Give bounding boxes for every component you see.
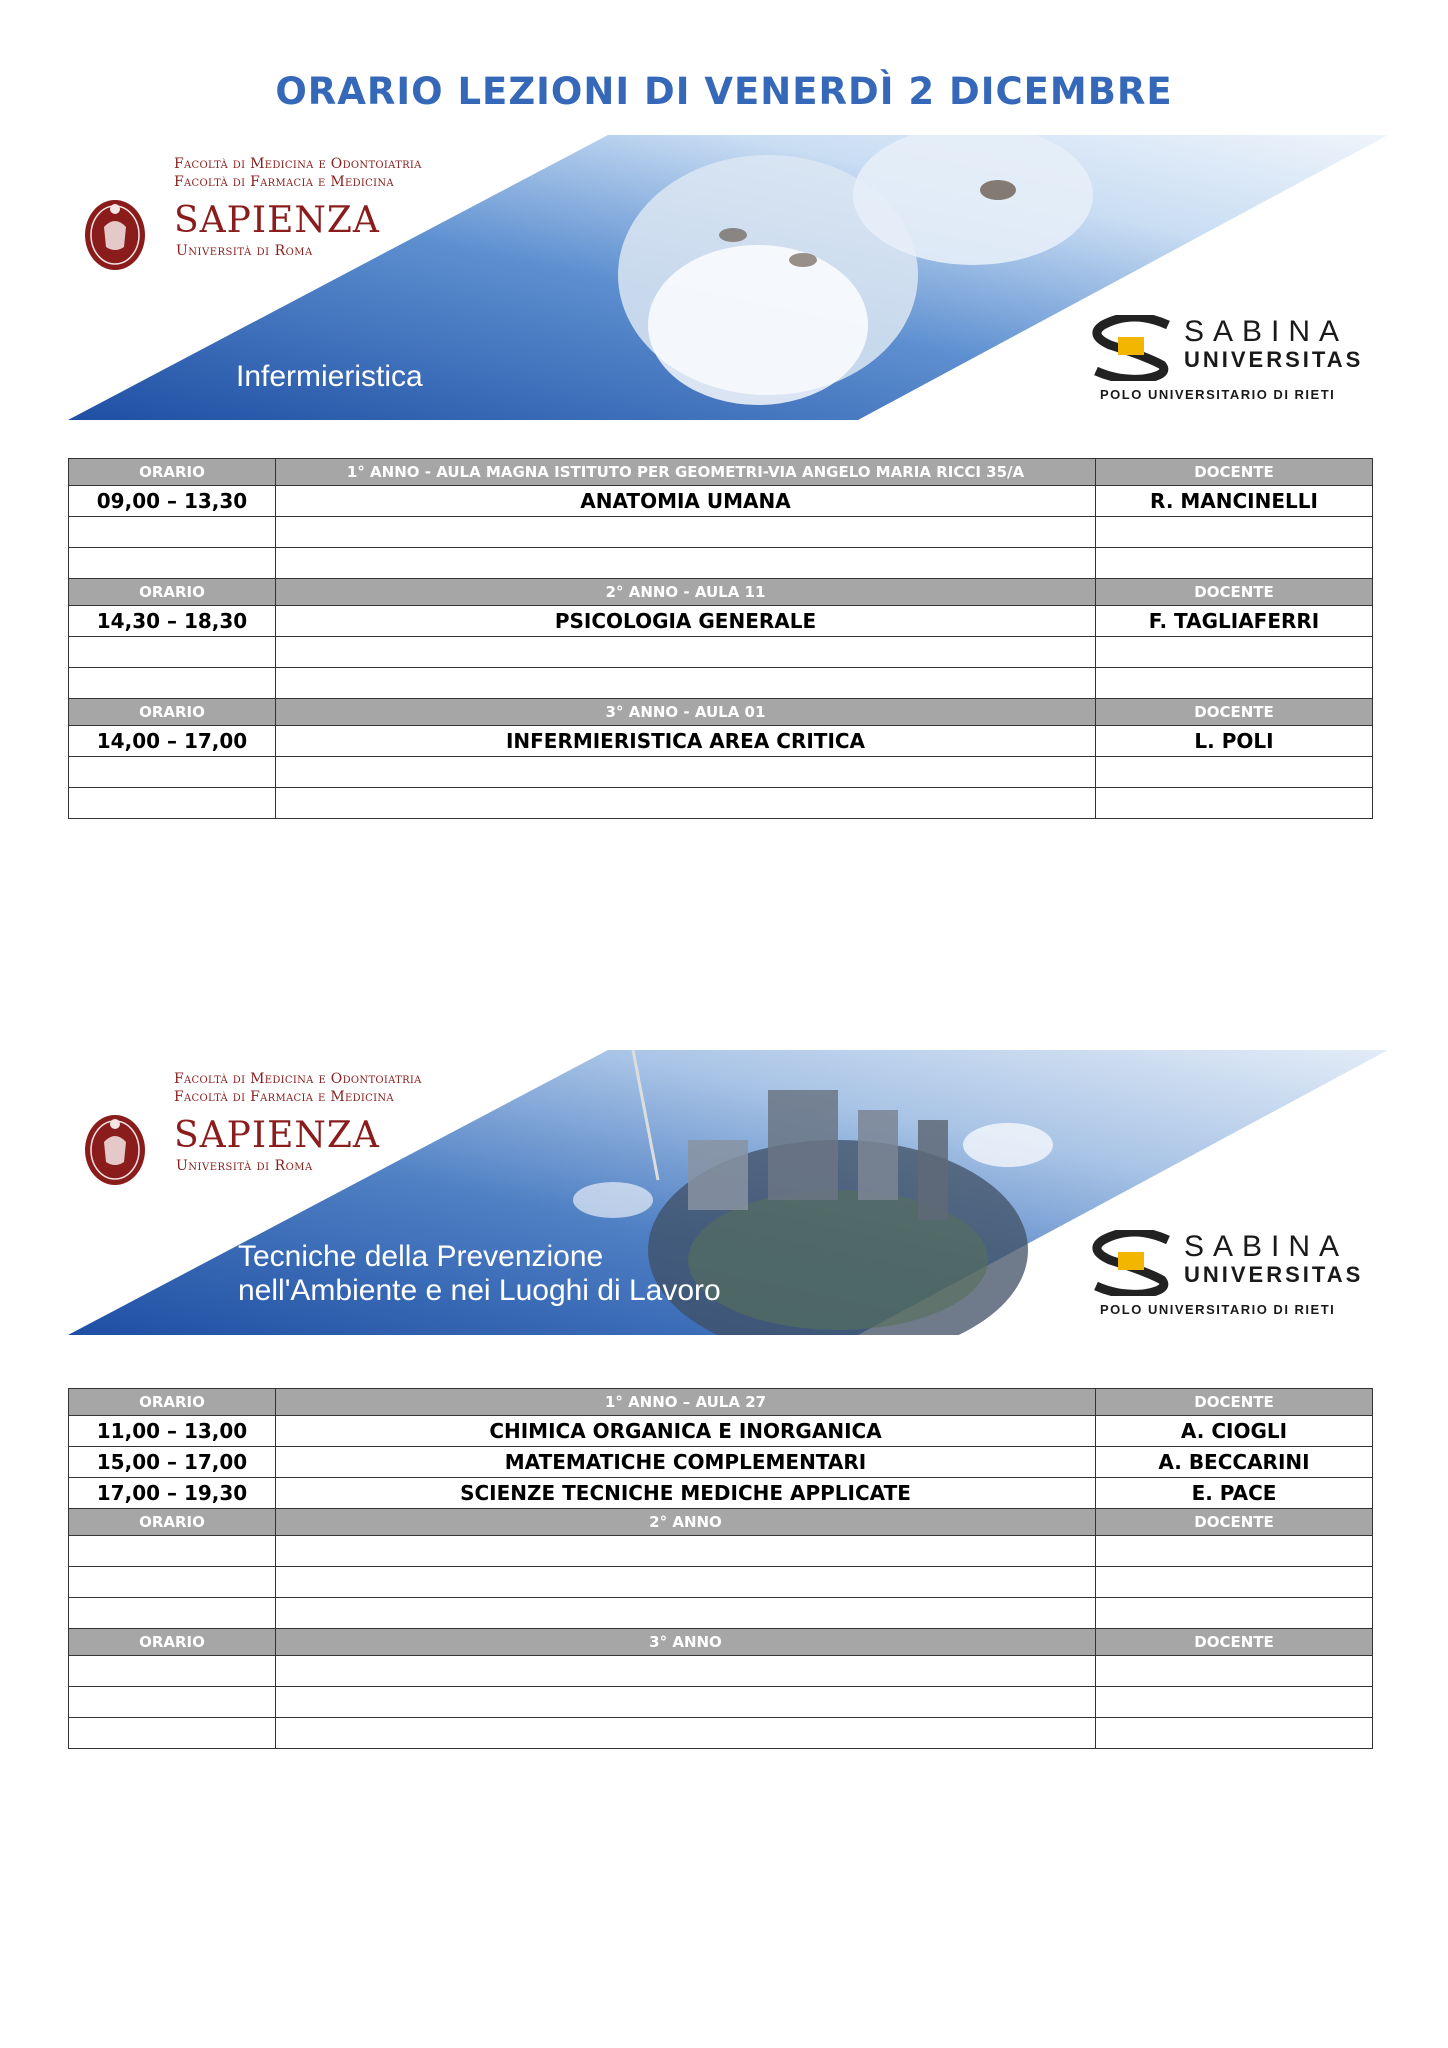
schedule-table-infermieristica [68, 458, 1373, 819]
header-subject: 1° ANNO – AULA 27 [276, 1389, 1096, 1416]
cell-teacher [1096, 1567, 1373, 1598]
sabina-name: SABINA [1184, 1230, 1349, 1263]
cell-teacher: L. POLI [1096, 726, 1373, 757]
cell-time [69, 1598, 276, 1629]
table-header-row [69, 1389, 1373, 1416]
cell-subject [276, 1598, 1096, 1629]
header-teacher: DOCENTE [1096, 459, 1373, 486]
sapienza-seal-icon [84, 1110, 146, 1186]
cell-time [69, 1718, 276, 1749]
header-teacher: DOCENTE [1096, 1389, 1373, 1416]
table-header-row [69, 1509, 1373, 1536]
table-row [69, 1536, 1373, 1567]
header-time: ORARIO [69, 699, 276, 726]
cell-subject [276, 1536, 1096, 1567]
cell-subject [276, 1567, 1096, 1598]
header-subject: 1° ANNO - AULA MAGNA ISTITUTO PER GEOMETRI-VIA ANGELO MARIA RICCI 35/A [276, 459, 1096, 486]
header-teacher: DOCENTE [1096, 1509, 1373, 1536]
polo-rieti-label: POLO UNIVERSITARIO DI RIETI [1100, 1302, 1336, 1317]
sabina-logo-icon [1088, 315, 1178, 381]
cell-time: 14,00 – 17,00 [69, 726, 276, 757]
cell-teacher: A. BECCARINI [1096, 1447, 1373, 1478]
cell-subject [276, 1718, 1096, 1749]
sapienza-seal-icon [84, 195, 146, 271]
cell-time [69, 668, 276, 699]
table-row [69, 757, 1373, 788]
cell-time [69, 1567, 276, 1598]
cell-time [69, 1536, 276, 1567]
cell-subject: PSICOLOGIA GENERALE [276, 606, 1096, 637]
table-row [69, 606, 1373, 637]
cell-teacher [1096, 1656, 1373, 1687]
cell-teacher [1096, 1536, 1373, 1567]
sabina-universitas-logo [1088, 1230, 1388, 1330]
cell-teacher: F. TAGLIAFERRI [1096, 606, 1373, 637]
cell-subject [276, 548, 1096, 579]
cell-subject: INFERMIERISTICA AREA CRITICA [276, 726, 1096, 757]
header-time: ORARIO [69, 459, 276, 486]
cell-subject [276, 1687, 1096, 1718]
table-row [69, 1567, 1373, 1598]
course-name-line-1: Tecniche della Prevenzione [238, 1240, 604, 1273]
faculty-line-2: Facoltà di Farmacia e Medicina [174, 1089, 394, 1105]
university-name: SAPIENZA [174, 1115, 380, 1156]
table-row [69, 486, 1373, 517]
cell-subject [276, 757, 1096, 788]
cell-subject [276, 788, 1096, 819]
cell-time: 15,00 – 17,00 [69, 1447, 276, 1478]
cell-subject [276, 637, 1096, 668]
header-time: ORARIO [69, 1629, 276, 1656]
table-row [69, 1718, 1373, 1749]
universitas-name: UNIVERSITAS [1184, 347, 1364, 372]
cell-teacher [1096, 757, 1373, 788]
cell-time: 11,00 – 13,00 [69, 1416, 276, 1447]
cell-time: 09,00 – 13,30 [69, 486, 276, 517]
table-header-row [69, 579, 1373, 606]
table-row [69, 668, 1373, 699]
header-teacher: DOCENTE [1096, 579, 1373, 606]
cell-time [69, 1656, 276, 1687]
cell-subject [276, 517, 1096, 548]
course-name-line-2: nell'Ambiente e nei Luoghi di Lavoro [238, 1274, 721, 1307]
cell-subject [276, 668, 1096, 699]
cell-time [69, 548, 276, 579]
cell-teacher [1096, 1598, 1373, 1629]
cell-teacher [1096, 1687, 1373, 1718]
table-row [69, 637, 1373, 668]
university-subtitle: Università di Roma [176, 243, 313, 259]
cell-subject: MATEMATICHE COMPLEMENTARI [276, 1447, 1096, 1478]
table-row [69, 548, 1373, 579]
cell-teacher [1096, 548, 1373, 579]
cell-time [69, 637, 276, 668]
banner-tecniche-prevenzione [68, 1050, 1388, 1335]
cell-teacher [1096, 637, 1373, 668]
header-subject: 3° ANNO [276, 1629, 1096, 1656]
table-row [69, 1447, 1373, 1478]
cell-teacher [1096, 1718, 1373, 1749]
table-row [69, 788, 1373, 819]
table-row [69, 726, 1373, 757]
cell-time: 14,30 – 18,30 [69, 606, 276, 637]
table-row [69, 1598, 1373, 1629]
table-row [69, 1656, 1373, 1687]
table-header-row [69, 1629, 1373, 1656]
course-name-line-1: Infermieristica [236, 360, 423, 393]
header-subject: 3° ANNO - AULA 01 [276, 699, 1096, 726]
cell-subject: SCIENZE TECNICHE MEDICHE APPLICATE [276, 1478, 1096, 1509]
table-row [69, 1478, 1373, 1509]
cell-teacher [1096, 668, 1373, 699]
cell-time [69, 788, 276, 819]
universitas-name: UNIVERSITAS [1184, 1262, 1364, 1287]
header-subject: 2° ANNO [276, 1509, 1096, 1536]
cell-time: 17,00 – 19,30 [69, 1478, 276, 1509]
cell-teacher: E. PACE [1096, 1478, 1373, 1509]
faculty-line-2: Facoltà di Farmacia e Medicina [174, 174, 394, 190]
cell-teacher: A. CIOGLI [1096, 1416, 1373, 1447]
cell-teacher [1096, 788, 1373, 819]
sabina-name: SABINA [1184, 315, 1349, 348]
table-header-row [69, 459, 1373, 486]
polo-rieti-label: POLO UNIVERSITARIO DI RIETI [1100, 387, 1336, 402]
university-name: SAPIENZA [174, 200, 380, 241]
header-time: ORARIO [69, 579, 276, 606]
header-teacher: DOCENTE [1096, 1629, 1373, 1656]
banner-infermieristica [68, 135, 1388, 420]
faculty-line-1: Facoltà di Medicina e Odontoiatria [174, 156, 422, 172]
cell-subject: ANATOMIA UMANA [276, 486, 1096, 517]
schedule-table-tecniche-prevenzione [68, 1388, 1373, 1749]
header-teacher: DOCENTE [1096, 699, 1373, 726]
table-row [69, 517, 1373, 548]
cell-teacher: R. MANCINELLI [1096, 486, 1373, 517]
cell-subject: CHIMICA ORGANICA E INORGANICA [276, 1416, 1096, 1447]
faculty-line-1: Facoltà di Medicina e Odontoiatria [174, 1071, 422, 1087]
cell-teacher [1096, 517, 1373, 548]
cell-time [69, 1687, 276, 1718]
cell-subject [276, 1656, 1096, 1687]
university-subtitle: Università di Roma [176, 1158, 313, 1174]
header-time: ORARIO [69, 1509, 276, 1536]
table-header-row [69, 699, 1373, 726]
sabina-logo-icon [1088, 1230, 1178, 1296]
table-row [69, 1416, 1373, 1447]
header-time: ORARIO [69, 1389, 276, 1416]
header-subject: 2° ANNO - AULA 11 [276, 579, 1096, 606]
cell-time [69, 757, 276, 788]
cell-time [69, 517, 276, 548]
table-row [69, 1687, 1373, 1718]
page-title: ORARIO LEZIONI DI VENERDÌ 2 DICEMBRE [275, 70, 1173, 113]
sabina-universitas-logo [1088, 315, 1388, 415]
